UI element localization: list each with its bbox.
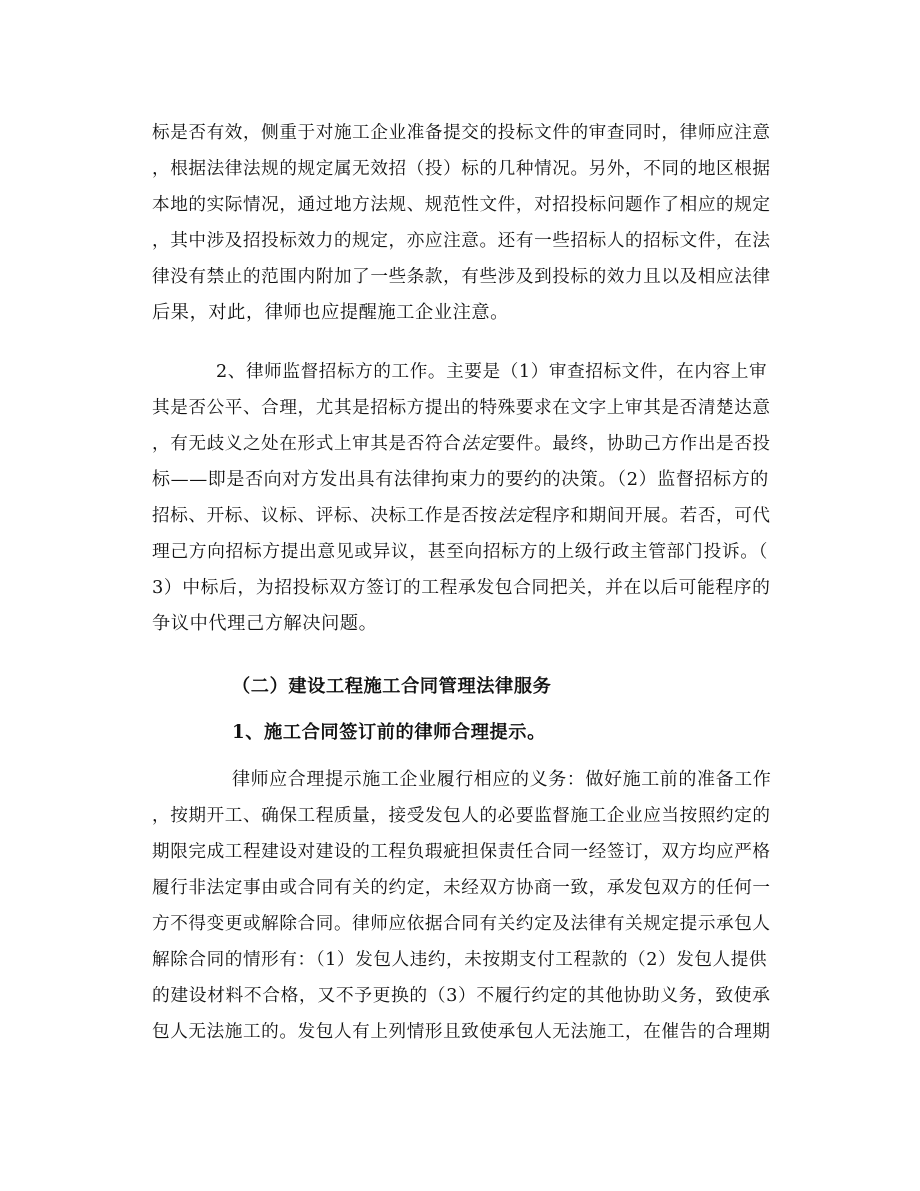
paragraph-1-line-2: ，根据法律法规的规定属无效招（投）标的几种情况。另外，不同的地区根据 bbox=[152, 159, 771, 179]
paragraph-3-line-4: 履行非法定事由或合同有关的约定，未经双方协商一致，承发包双方的任何一 bbox=[152, 878, 771, 898]
paragraph-2-line-8: 争议中代理己方解决问题。 bbox=[152, 613, 378, 634]
paragraph-1-line-1: 标是否有效，侧重于对施工企业准备提交的投标文件的审查同时，律师应注意 bbox=[152, 123, 771, 143]
paragraph-2-line-3-emphasis: 法定 bbox=[461, 434, 498, 454]
paragraph-2-line-5-emphasis: 法定 bbox=[497, 506, 535, 526]
paragraph-2-line-4: 标——即是否向对方发出具有法律拘束力的要约的决策。（2）监督招标方的 bbox=[152, 469, 769, 490]
paragraph-1-line-3: 本地的实际情况，通过地方法规、规范性文件，对招投标问题作了相应的规定 bbox=[152, 195, 771, 215]
paragraph-3-line-6: 解除合同的情形有：（1）发包人违约，未按期支付工程款的（2）发包人提供 bbox=[152, 950, 768, 970]
paragraph-2-line-3-text-b: 要件。最终，协助己方作出是否投 bbox=[497, 434, 771, 454]
paragraph-2-line-2: 其是否公平、合理，尤其是招标方提出的特殊要求在文字上审其是否清楚达意 bbox=[152, 398, 771, 418]
paragraph-3-line-5: 方不得变更或解除合同。律师应依据合同有关约定及法律有关规定提示承包人 bbox=[152, 914, 771, 934]
paragraph-3-line-3: 期限完成工程建设对建设的工程负瑕疵担保责任合同一经签订，双方均应严格 bbox=[152, 842, 771, 862]
paragraph-1-line-4: ，其中涉及招投标效力的规定，亦应注意。还有一些招标人的招标文件，在法 bbox=[152, 231, 771, 251]
paragraph-3-line-7: 的建设材料不合格，又不予更换的（3）不履行约定的其他协助义务，致使承 bbox=[152, 985, 771, 1006]
paragraph-2-line-5-text-b: 程序和期间开展。若否，可代 bbox=[534, 506, 771, 526]
paragraph-2-line-1: 2、律师监督招标方的工作。主要是（1）审查招标文件，在内容上审 bbox=[216, 362, 768, 382]
paragraph-3-line-8: 包人无法施工的。发包人有上列情形且致使承包人无法施工，在催告的合理期 bbox=[152, 1022, 771, 1042]
paragraph-1-line-5: 律没有禁止的范围内附加了一些条款，有些涉及到投标的效力且以及相应法律 bbox=[152, 267, 771, 287]
paragraph-2-line-6: 理己方向招标方提出意见或异议，甚至向招标方的上级行政主管部门投诉。（ bbox=[152, 541, 769, 562]
subsection-heading: 1、施工合同签订前的律师合理提示。 bbox=[232, 722, 546, 743]
paragraph-2-line-5-text-a: 招标、开标、议标、评标、决标工作是否按 bbox=[152, 506, 498, 526]
paragraph-3-line-2: ，按期开工、确保工程质量，接受发包人的必要监督施工企业应当按照约定的 bbox=[152, 806, 771, 826]
paragraph-2-line-5 bbox=[152, 498, 772, 534]
paragraph-1-line-6: 后果，对此，律师也应提醒施工企业注意。 bbox=[152, 302, 509, 323]
paragraph-2-line-7: 3）中标后，为招投标双方签订的工程承发包合同把关，并在以后可能程序的 bbox=[152, 577, 771, 598]
paragraph-2-line-3 bbox=[152, 426, 772, 462]
section-heading: （二）建设工程施工合同管理法律服务 bbox=[232, 676, 552, 697]
paragraph-2-line-3-text-a: ，有无歧义之处在形式上审其是否符合 bbox=[152, 434, 462, 454]
paragraph-3-line-1: 律师应合理提示施工企业履行相应的义务：做好施工前的准备工作 bbox=[232, 769, 772, 790]
